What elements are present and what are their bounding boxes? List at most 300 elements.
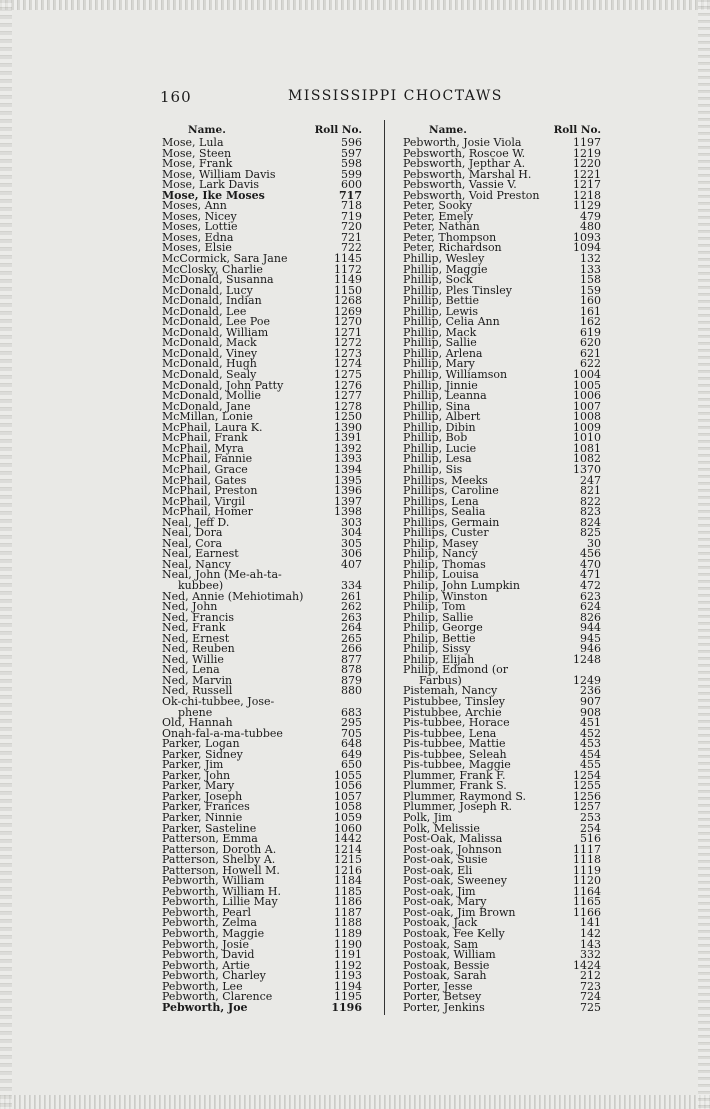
entry-roll-number: 1081 — [573, 441, 601, 455]
entry-name: Pebworth, William H. — [162, 884, 282, 898]
entry-name: Pebsworth, Void Preston — [403, 188, 540, 202]
entry-name: Ned, John — [162, 600, 218, 614]
entry-name: Mose, Lark Davis — [162, 178, 260, 192]
entry-name: Phillip, Ples Tinsley — [403, 283, 512, 297]
entry-roll-number: 1392 — [334, 441, 362, 455]
entry-roll-number: 721 — [341, 230, 362, 244]
entry-name: Moses, Ann — [162, 199, 227, 213]
entry-name: Pebworth, Josie — [162, 937, 249, 951]
entry-name: Patterson, Shelby A. — [162, 853, 276, 867]
entry-roll-number: 479 — [580, 209, 601, 223]
entry-name: Pis-tubbee, Mattie — [403, 737, 506, 751]
entry-roll-number: 516 — [580, 832, 601, 846]
entry-name: Postoak, Sam — [403, 937, 479, 951]
entry-name: Pis-tubbee, Seleah — [403, 747, 507, 761]
entry-roll-number: 30 — [587, 536, 601, 550]
entry-name: Parker, John — [162, 768, 231, 782]
entry-name: Post-Oak, Malissa — [403, 832, 503, 846]
entry-name: Mose, Ike Moses — [162, 188, 265, 202]
entry-name: Pebsworth, Marshal H. — [403, 167, 532, 181]
entry-roll-number: 1394 — [334, 462, 362, 476]
entry-roll-number: 454 — [580, 747, 601, 761]
entry-name: Pebworth, Lee — [162, 979, 243, 993]
page-number: 160 — [160, 88, 192, 106]
entry-roll-number: 456 — [580, 547, 601, 561]
entry-roll-number: 1058 — [334, 800, 362, 814]
entry-roll-number: 1119 — [573, 863, 601, 877]
entry-name: Ned, Russell — [162, 684, 233, 698]
entry-name: Mose, Steen — [162, 146, 232, 160]
entry-roll-number: 142 — [580, 927, 601, 941]
entry-roll-number: 596 — [341, 136, 362, 149]
entry-name: Phillip, Maggie — [403, 262, 488, 276]
entry-roll-number: 1254 — [573, 768, 601, 782]
entry-roll-number: 1008 — [573, 410, 601, 424]
entry-name: Phillip, Sis — [403, 462, 463, 476]
entry-name: Postoak, Bessie — [403, 958, 490, 972]
entry-roll-number: 1370 — [573, 462, 601, 476]
entry-name: Phillip, Jinnie — [403, 378, 478, 392]
entry-roll-number: 455 — [580, 758, 601, 772]
entry-roll-number: 471 — [580, 568, 601, 582]
entry-name: McPhail, Preston — [162, 484, 258, 498]
entry-name: Parker, Jim — [162, 758, 224, 772]
entry-roll-number: 265 — [341, 631, 362, 645]
entry-name: Moses, Edna — [162, 230, 234, 244]
entry-roll-number: 1397 — [334, 494, 362, 508]
entry-roll-number: 1393 — [334, 452, 362, 466]
entry-name: McMillan, Lonie — [162, 410, 253, 424]
entry-roll-number: 1217 — [573, 178, 601, 192]
entry-name: Postoak, Fee Kelly — [403, 927, 505, 941]
column-header-roll: Roll No. — [314, 124, 362, 136]
entry-name: Pebworth, Clarence — [162, 990, 273, 1004]
entry-roll-number: 650 — [341, 758, 362, 772]
entry-roll-number: 1006 — [573, 389, 601, 403]
entry-name: Philip, Bettie — [403, 631, 476, 645]
entry-roll-number: 1255 — [573, 779, 601, 793]
entry-roll-number: 1194 — [334, 979, 362, 993]
entry-roll-number: 621 — [580, 346, 601, 360]
entry-name: Porter, Betsey — [403, 990, 482, 1004]
entry-roll-number: 1197 — [573, 136, 601, 149]
entry-roll-number: 1184 — [334, 874, 362, 888]
entry-roll-number: 160 — [580, 294, 601, 308]
entry-name: McDonald, Jane — [162, 399, 251, 413]
entry-roll-number: 261 — [341, 589, 362, 603]
entry-name: Postoak, Jack — [403, 916, 478, 930]
entry-roll-number: 212 — [580, 969, 601, 983]
entry-name: Old, Hannah — [162, 716, 233, 730]
entry-roll-number: 597 — [341, 146, 362, 160]
entry-name: Neal, Cora — [162, 536, 223, 550]
entry-roll-number: 825 — [580, 526, 601, 540]
entry-name: Phillip, Sock — [403, 273, 473, 287]
entry-name: Pebworth, William — [162, 874, 265, 888]
entry-roll-number: 722 — [341, 241, 362, 255]
entry-name: Pistubbee, Tinsley — [403, 694, 505, 708]
entry-roll-number: 253 — [580, 811, 601, 824]
entry-name: Pebworth, Zelma — [162, 916, 257, 930]
entry-roll-number: 623 — [580, 589, 601, 603]
entry-roll-number: 1257 — [573, 800, 601, 814]
entry-name: Ned, Reuben — [162, 642, 235, 656]
entry-roll-number: 332 — [580, 948, 601, 962]
entry-name: Phillips, Caroline — [403, 484, 499, 498]
entry-roll-number: 159 — [580, 283, 601, 297]
column-header-name: Name. — [188, 124, 226, 136]
entry-name: Plummer, Raymond S. — [403, 789, 527, 803]
entry-roll-number: 161 — [580, 304, 601, 318]
entry-name: Mose, Frank — [162, 157, 233, 171]
entry-name: Plummer, Frank S. — [403, 779, 507, 793]
entry-roll-number: 598 — [341, 157, 362, 171]
entry-name: Phillip, Lewis — [403, 304, 478, 318]
entry-name: Ned, Annie (Mehiotimah) — [162, 589, 304, 603]
entry-roll-number: 878 — [341, 663, 362, 677]
entry-roll-number: 719 — [341, 209, 362, 223]
entry-name: Patterson, Doroth A. — [162, 842, 277, 856]
entry-roll-number: 247 — [580, 473, 601, 487]
entry-roll-number: 1189 — [334, 927, 362, 941]
entry-roll-number: 880 — [341, 684, 362, 698]
entry-name: Pebworth, Artie — [162, 958, 250, 972]
entry-roll-number: 877 — [341, 652, 362, 666]
entry-roll-number: 1395 — [334, 473, 362, 487]
entry-roll-number: 683 — [341, 705, 362, 719]
entry-roll-number: 1191 — [334, 948, 362, 962]
entry-name: Neal, Earnest — [162, 547, 239, 561]
entry-roll-number: 1172 — [334, 262, 362, 276]
entry-name: McPhail, Laura K. — [162, 420, 263, 434]
entry-name: McDonald, William — [162, 325, 269, 339]
entry-name: Parker, Joseph — [162, 789, 243, 803]
entry-name: Plummer, Joseph R. — [403, 800, 513, 814]
entry-roll-number: 1218 — [573, 188, 601, 202]
entry-name: Peter, Nathan — [403, 220, 480, 234]
entry-name: Peter, Emely — [403, 209, 474, 223]
entry-roll-number: 1442 — [334, 832, 362, 846]
entry-roll-number: 907 — [580, 694, 601, 708]
entry-roll-number: 236 — [580, 684, 601, 698]
entry-roll-number: 1219 — [573, 146, 601, 160]
entry-name: Phillip, Lesa — [403, 452, 472, 466]
entry-roll-number: 826 — [580, 610, 601, 624]
entry-roll-number: 132 — [580, 252, 601, 266]
entry-roll-number: 649 — [341, 747, 362, 761]
scan-edge-bottom — [0, 1095, 710, 1109]
entry-name: Phillips, Germain — [403, 515, 500, 529]
entry-roll-number: 705 — [341, 726, 362, 740]
entry-name: Phillips, Sealia — [403, 505, 486, 519]
entry-name: Phillip, Bob — [403, 431, 468, 445]
entry-roll-number: 1093 — [573, 230, 601, 244]
entry-roll-number: 1390 — [334, 420, 362, 434]
entry-name: Phillips, Lena — [403, 494, 479, 508]
entry-roll-number: 453 — [580, 737, 601, 751]
entry-name: Philip, Edmond (or — [403, 663, 508, 677]
entry-name: McDonald, Viney — [162, 346, 258, 360]
entry-roll-number: 1120 — [573, 874, 601, 888]
entry-name: Post-oak, Johnson — [403, 842, 502, 856]
entry-roll-number: 1277 — [334, 389, 362, 403]
entry-roll-number: 1129 — [573, 199, 601, 213]
entry-name: Pis-tubbee, Maggie — [403, 758, 511, 772]
entry-roll-number: 264 — [341, 621, 362, 635]
entry-roll-number: 472 — [580, 578, 601, 592]
entry-name: McPhail, Fannie — [162, 452, 253, 466]
entry-name: Post-oak, Sweeney — [403, 874, 507, 888]
entry-roll-number: 1275 — [334, 368, 362, 382]
entry-roll-number: 1250 — [334, 410, 362, 424]
entry-roll-number: 879 — [341, 673, 362, 687]
entry-roll-number: 821 — [580, 484, 601, 498]
entry-name: Mose, William Davis — [162, 167, 276, 181]
entry-name: Parker, Frances — [162, 800, 250, 814]
entry-roll-number: 1055 — [334, 768, 362, 782]
entry-roll-number: 723 — [580, 979, 601, 993]
entry-roll-number: 1269 — [334, 304, 362, 318]
entry-roll-number: 1424 — [573, 958, 601, 972]
entry-name: Phillip, Mary — [403, 357, 475, 371]
entry-name: Moses, Elsie — [162, 241, 232, 255]
entry-roll-number: 1164 — [573, 884, 601, 898]
entry-roll-number: 724 — [580, 990, 601, 1004]
entry-roll-number: 1278 — [334, 399, 362, 413]
entry-roll-number: 823 — [580, 505, 601, 519]
entry-name: Phillip, Leanna — [403, 389, 487, 403]
entry-name: Phillip, Lucie — [403, 441, 477, 455]
entry-name: Onah-fal-a-ma-tubbee — [162, 726, 283, 740]
entry-name: Pebsworth, Jepthar A. — [403, 157, 526, 171]
entry-name: Philip, George — [403, 621, 483, 635]
entry-name: McDonald, Mack — [162, 336, 257, 350]
column-header-name: Name. — [429, 124, 467, 136]
entry-name: Polk, Melissie — [403, 821, 480, 835]
left-column — [162, 124, 362, 1013]
entry-name: Ned, Lena — [162, 663, 220, 677]
entry-name: Phillip, Sallie — [403, 336, 477, 350]
entry-name: McDonald, Lee — [162, 304, 247, 318]
entry-name: McPhail, Homer — [162, 505, 253, 519]
entry-name: McDonald, John Patty — [162, 378, 284, 392]
entry-name: Parker, Ninnie — [162, 811, 243, 824]
entry-name: Patterson, Emma — [162, 832, 258, 846]
entry-roll-number: 133 — [580, 262, 601, 276]
entry-name: Ned, Willie — [162, 652, 224, 666]
entry-roll-number: 622 — [580, 357, 601, 371]
entry-name: Philip, Nancy — [403, 547, 478, 561]
entry-roll-number: 1190 — [334, 937, 362, 951]
entry-name: Neal, John (Me-ah-ta- — [162, 568, 282, 582]
entry-name: McPhail, Virgil — [162, 494, 246, 508]
entry-name: Phillips, Custer — [403, 526, 489, 540]
entry-name: Philip, Sissy — [403, 642, 471, 656]
entry-name: Post-oak, Jim — [403, 884, 476, 898]
entry-name: Phillip, Sina — [403, 399, 471, 413]
entry-roll-number: 1187 — [334, 905, 362, 919]
entry-name: Pistubbee, Archie — [403, 705, 502, 719]
entry-roll-number: 725 — [580, 1000, 601, 1014]
entry-name: Post-oak, Susie — [403, 853, 488, 867]
entry-name: Postoak, Sarah — [403, 969, 487, 983]
entry-roll-number: 407 — [341, 557, 362, 571]
entry-name: Pebworth, Joe — [162, 1000, 248, 1014]
entry-name: McCormick, Sara Jane — [162, 252, 288, 266]
entry-name: Polk, Jim — [403, 811, 453, 824]
entry-roll-number: 822 — [580, 494, 601, 508]
entry-name: McPhail, Myra — [162, 441, 244, 455]
entry-roll-number: 945 — [580, 631, 601, 645]
roll-entry — [162, 1000, 362, 1014]
entry-roll-number: 1248 — [573, 652, 601, 666]
running-head: MISSISSIPPI CHOCTAWS — [288, 88, 503, 104]
entry-roll-number: 1396 — [334, 484, 362, 498]
entry-roll-number: 620 — [580, 336, 601, 350]
entry-name: Philip, John Lumpkin — [403, 578, 520, 592]
entry-name: Philip, Tom — [403, 600, 466, 614]
entry-roll-number: 1056 — [334, 779, 362, 793]
entry-roll-number: 946 — [580, 642, 601, 656]
entry-name: Philip, Masey — [403, 536, 479, 550]
entry-name: Ned, Ernest — [162, 631, 230, 645]
entry-roll-number: 451 — [580, 716, 601, 730]
roll-entry — [403, 1000, 601, 1014]
entry-roll-number: 624 — [580, 600, 601, 614]
entry-name: Moses, Nicey — [162, 209, 237, 223]
entry-roll-number: 1268 — [334, 294, 362, 308]
entry-roll-number: 1215 — [334, 853, 362, 867]
entry-roll-number: 1059 — [334, 811, 362, 824]
entry-roll-number: 1249 — [573, 673, 601, 687]
entry-roll-number: 470 — [580, 557, 601, 571]
entry-name: Post-oak, Eli — [403, 863, 473, 877]
entry-roll-number: 143 — [580, 937, 601, 951]
entry-name: Phillip, Wesley — [403, 252, 485, 266]
entry-roll-number: 619 — [580, 325, 601, 339]
entry-name: Ned, Francis — [162, 610, 235, 624]
entry-name: Philip, Thomas — [403, 557, 486, 571]
entry-name: Phillip, Williamson — [403, 368, 508, 382]
entry-name: McClosky, Charlie — [162, 262, 263, 276]
entry-roll-number: 306 — [341, 547, 362, 561]
entry-roll-number: 717 — [339, 188, 362, 202]
entry-roll-number: 1216 — [334, 863, 362, 877]
entry-name: Ok-chi-tubbee, Jose- — [162, 694, 275, 708]
entry-name: Pebworth, Pearl — [162, 905, 252, 919]
column-divider — [384, 120, 385, 1015]
entry-name: Phillip, Dibin — [403, 420, 476, 434]
entry-name: Philip, Louisa — [403, 568, 479, 582]
entry-roll-number: 1004 — [573, 368, 601, 382]
entry-name: Phillip, Mack — [403, 325, 477, 339]
entry-name: Pistemah, Nancy — [403, 684, 498, 698]
entry-roll-number: 1118 — [573, 853, 601, 867]
entry-roll-number: 141 — [580, 916, 601, 930]
entry-roll-number: 1005 — [573, 378, 601, 392]
entry-roll-number: 480 — [580, 220, 601, 234]
entry-roll-number: 720 — [341, 220, 362, 234]
entry-name: McDonald, Lee Poe — [162, 315, 270, 329]
entry-name: McPhail, Frank — [162, 431, 248, 445]
entry-roll-number: 266 — [341, 642, 362, 656]
entry-name: Farbus) — [419, 673, 462, 687]
entry-name: Neal, Dora — [162, 526, 223, 540]
entry-name: McPhail, Grace — [162, 462, 248, 476]
entry-name: Pebworth, David — [162, 948, 255, 962]
entry-name: Ned, Marvin — [162, 673, 233, 687]
entry-name: Ned, Frank — [162, 621, 226, 635]
entry-name: Pis-tubbee, Horace — [403, 716, 510, 730]
entry-roll-number: 1186 — [334, 895, 362, 909]
entry-name: Peter, Thompson — [403, 230, 497, 244]
entry-roll-number: 254 — [580, 821, 601, 835]
entry-roll-number: 944 — [580, 621, 601, 635]
entry-name: McDonald, Hugh — [162, 357, 257, 371]
entry-roll-number: 1150 — [334, 283, 362, 297]
entry-roll-number: 1007 — [573, 399, 601, 413]
entry-name: kubbee) — [178, 578, 224, 592]
entry-roll-number: 1082 — [573, 452, 601, 466]
entry-name: Mose, Lula — [162, 136, 224, 149]
entry-name: McDonald, Lucy — [162, 283, 253, 297]
entry-roll-number: 1221 — [573, 167, 601, 181]
entry-name: phene — [178, 705, 213, 719]
entry-name: Pebworth, Josie Viola — [403, 136, 522, 149]
entry-roll-number: 162 — [580, 315, 601, 329]
entry-roll-number: 1010 — [573, 431, 601, 445]
entry-roll-number: 1149 — [334, 273, 362, 287]
entry-name: Philip, Elijah — [403, 652, 475, 666]
entry-name: Neal, Nancy — [162, 557, 231, 571]
entry-roll-number: 1192 — [334, 958, 362, 972]
entry-name: Neal, Jeff D. — [162, 515, 230, 529]
right-column — [403, 124, 601, 1013]
entry-roll-number: 1185 — [334, 884, 362, 898]
entry-name: Plummer, Frank F. — [403, 768, 506, 782]
entry-roll-number: 1145 — [334, 252, 362, 266]
entry-name: Pis-tubbee, Lena — [403, 726, 497, 740]
entry-roll-number: 1276 — [334, 378, 362, 392]
entry-name: Phillip, Celia Ann — [403, 315, 500, 329]
entry-name: Phillip, Bettie — [403, 294, 480, 308]
entry-roll-number: 304 — [341, 526, 362, 540]
entry-name: Pebworth, Lillie May — [162, 895, 278, 909]
entry-name: Phillips, Meeks — [403, 473, 488, 487]
entry-roll-number: 648 — [341, 737, 362, 751]
entry-name: Porter, Jesse — [403, 979, 473, 993]
entry-roll-number: 1196 — [331, 1000, 362, 1014]
entry-name: McDonald, Mollie — [162, 389, 262, 403]
entry-name: Patterson, Howell M. — [162, 863, 280, 877]
entry-roll-number: 452 — [580, 726, 601, 740]
entry-name: Peter, Sooky — [403, 199, 473, 213]
entry-roll-number: 1270 — [334, 315, 362, 329]
entry-name: Phillip, Arlena — [403, 346, 483, 360]
scan-edge-left — [0, 0, 12, 1109]
entry-roll-number: 1165 — [573, 895, 601, 909]
entry-roll-number: 1057 — [334, 789, 362, 803]
entry-name: Phillip, Albert — [403, 410, 481, 424]
entry-roll-number: 295 — [341, 716, 362, 730]
page-header — [160, 88, 600, 108]
entry-roll-number: 1272 — [334, 336, 362, 350]
entry-roll-number: 1398 — [334, 505, 362, 519]
entry-roll-number: 262 — [341, 600, 362, 614]
entry-roll-number: 263 — [341, 610, 362, 624]
entry-name: Peter, Richardson — [403, 241, 502, 255]
entry-roll-number: 1009 — [573, 420, 601, 434]
